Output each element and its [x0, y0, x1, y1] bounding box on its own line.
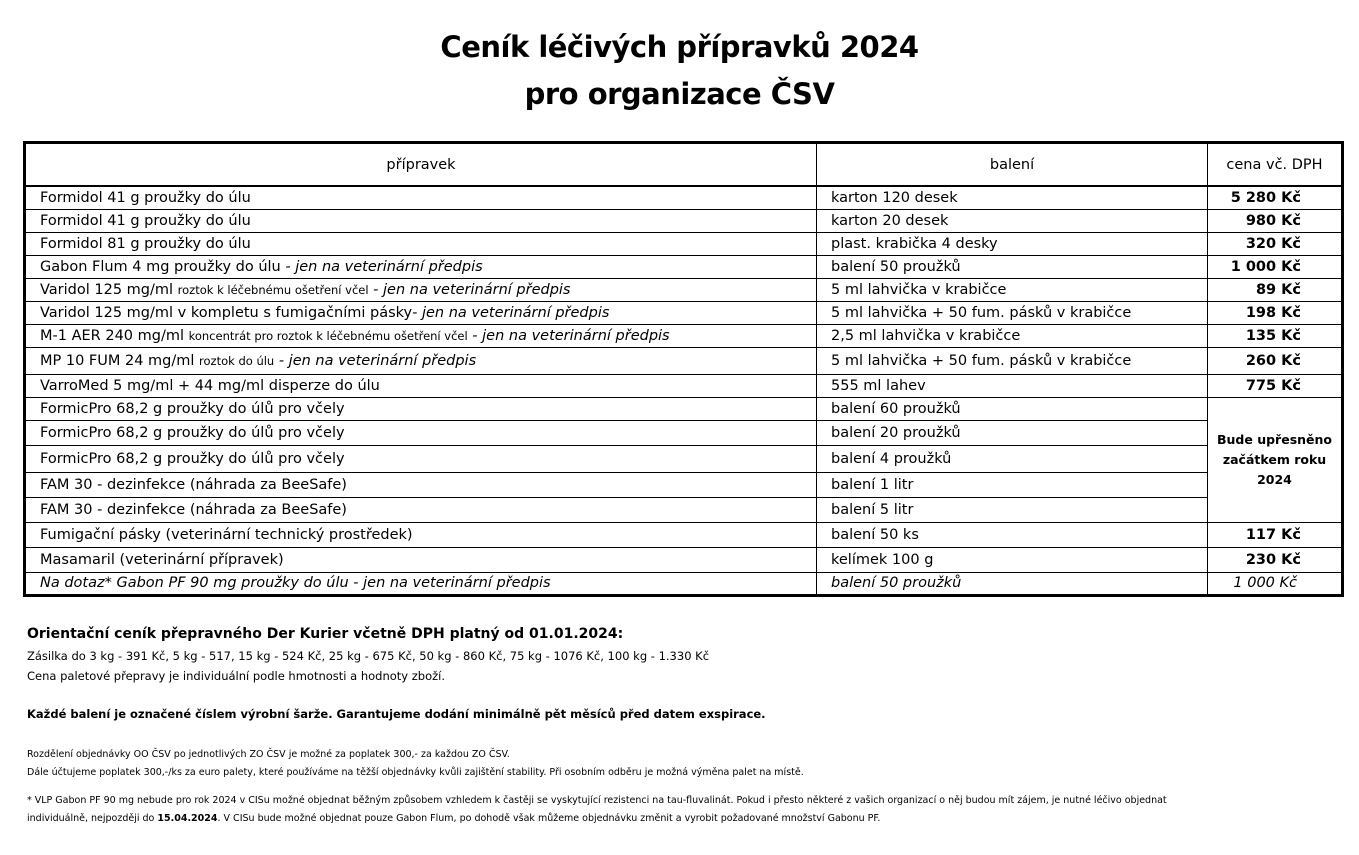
product-cell: FAM 30 - dezinfekce (náhrada za BeeSafe)	[25, 497, 817, 522]
page-title: Ceník léčivých přípravků 2024	[440, 30, 919, 64]
package-cell: balení 50 ks	[817, 522, 1208, 547]
product-cell: Varidol 125 mg/ml roztok k léčebnému ošetření včel - jen na veterinární předpis	[25, 278, 817, 301]
table-row	[25, 324, 1343, 347]
table-row-on-request	[25, 572, 1343, 595]
table-row	[25, 278, 1343, 301]
split-order-note: Rozdělení objednávky OO ČSV po jednotlivých ZO ČSV je možné za poplatek 300,- za každou ZO ČSV.	[27, 749, 510, 760]
price-tbd-cell: Bude upřesněno začátkem roku 2024	[1208, 397, 1343, 522]
table-row	[25, 397, 1343, 420]
price-table	[23, 141, 1344, 597]
price-cell: 117 Kč	[1208, 522, 1343, 547]
table-row	[25, 347, 1343, 374]
table-row	[25, 232, 1343, 255]
batch-guarantee: Každé balení je označené číslem výrobní šarže. Garantujeme dodání minimálně pět měsíců před datem exspirace.	[27, 707, 766, 721]
price-cell: 198 Kč	[1208, 301, 1343, 324]
table-row	[25, 420, 1343, 445]
deadline-date: 15.04.2024	[157, 813, 218, 824]
package-cell: balení 5 litr	[817, 497, 1208, 522]
package-cell: kelímek 100 g	[817, 547, 1208, 572]
product-cell: FormicPro 68,2 g proužky do úlů pro včely	[25, 445, 817, 472]
gabon-pf-note: * VLP Gabon PF 90 mg nebude pro rok 2024 v CISu možné objednat běžným způsobem vzhledem k častěji se vyskytující rezistenci na tau-fluvalinát. Pokud i přesto některé z vašich organizací o něj budou mít zájem, je nutné léčivo objednat	[27, 795, 1167, 806]
package-cell: 5 ml lahvička + 50 fum. pásků v krabičce	[817, 301, 1208, 324]
product-cell: M-1 AER 240 mg/ml koncentrát pro roztok k léčebnému ošetření včel - jen na veterinární předpis	[25, 324, 817, 347]
product-cell: Formidol 81 g proužky do úlu	[25, 232, 817, 255]
price-cell: 775 Kč	[1208, 374, 1343, 397]
header-package: balení	[817, 143, 1208, 187]
shipping-prices: Zásilka do 3 kg - 391 Kč, 5 kg - 517, 15 kg - 524 Kč, 25 kg - 675 Kč, 50 kg - 860 Kč, 75 kg - 1076 Kč, 100 kg - 1.330 Kč	[27, 649, 710, 663]
package-cell: plast. krabička 4 desky	[817, 232, 1208, 255]
product-cell: Gabon Flum 4 mg proužky do úlu - jen na veterinární předpis	[25, 255, 817, 278]
table-row	[25, 186, 1343, 209]
package-cell: balení 4 proužků	[817, 445, 1208, 472]
price-cell: 5 280 Kč	[1208, 186, 1343, 209]
product-cell: Fumigační pásky (veterinární technický prostředek)	[25, 522, 817, 547]
table-header-row	[25, 143, 1343, 187]
price-cell: 320 Kč	[1208, 232, 1343, 255]
package-cell: balení 1 litr	[817, 472, 1208, 497]
package-cell: balení 50 proužků	[817, 572, 1208, 595]
table-row	[25, 547, 1343, 572]
product-cell: Masamaril (veterinární přípravek)	[25, 547, 817, 572]
price-cell: 135 Kč	[1208, 324, 1343, 347]
package-cell: karton 120 desek	[817, 186, 1208, 209]
package-cell: karton 20 desek	[817, 209, 1208, 232]
table-row	[25, 472, 1343, 497]
product-cell: Varidol 125 mg/ml v kompletu s fumigačními pásky- jen na veterinární předpis	[25, 301, 817, 324]
product-cell: FAM 30 - dezinfekce (náhrada za BeeSafe)	[25, 472, 817, 497]
product-cell: MP 10 FUM 24 mg/ml roztok do úlu - jen na veterinární předpis	[25, 347, 817, 374]
table-row	[25, 209, 1343, 232]
pallet-fee-note: Dále účtujeme poplatek 300,-/ks za euro palety, které používáme na těžší objednávky kvůli zajištění stability. Při osobním odběru je možná výměna palet na místě.	[27, 767, 804, 778]
product-cell: VarroMed 5 mg/ml + 44 mg/ml disperze do úlu	[25, 374, 817, 397]
header-price: cena vč. DPH	[1208, 143, 1343, 187]
table-row	[25, 445, 1343, 472]
price-cell: 1 000 Kč	[1208, 255, 1343, 278]
package-cell: 2,5 ml lahvička v krabičce	[817, 324, 1208, 347]
pallet-note: Cena paletové přepravy je individuální podle hmotnosti a hodnoty zboží.	[27, 669, 446, 683]
table-row	[25, 374, 1343, 397]
price-cell: 89 Kč	[1208, 278, 1343, 301]
shipping-heading: Orientační ceník přepravného Der Kurier včetně DPH platný od 01.01.2024:	[27, 626, 624, 642]
price-cell: 980 Kč	[1208, 209, 1343, 232]
product-cell: Na dotaz* Gabon PF 90 mg proužky do úlu - jen na veterinární předpis	[25, 572, 817, 595]
table-row	[25, 522, 1343, 547]
package-cell: balení 60 proužků	[817, 397, 1208, 420]
table-row	[25, 255, 1343, 278]
product-cell: FormicPro 68,2 g proužky do úlů pro včely	[25, 420, 817, 445]
price-cell: 230 Kč	[1208, 547, 1343, 572]
package-cell: 5 ml lahvička v krabičce	[817, 278, 1208, 301]
package-cell: 555 ml lahev	[817, 374, 1208, 397]
package-cell: balení 50 proužků	[817, 255, 1208, 278]
price-cell: 1 000 Kč	[1233, 575, 1297, 591]
price-cell: 260 Kč	[1208, 347, 1343, 374]
product-cell: Formidol 41 g proužky do úlu	[25, 209, 817, 232]
table-row	[25, 301, 1343, 324]
product-cell: FormicPro 68,2 g proužky do úlů pro včely	[25, 397, 817, 420]
package-cell: 5 ml lahvička + 50 fum. pásků v krabičce	[817, 347, 1208, 374]
header-product: přípravek	[25, 143, 817, 187]
package-cell: balení 20 proužků	[817, 420, 1208, 445]
product-cell: Formidol 41 g proužky do úlu	[25, 186, 817, 209]
page-subtitle: pro organizace ČSV	[524, 77, 835, 111]
table-row	[25, 497, 1343, 522]
gabon-pf-note-cont: individuálně, nejpozději do 15.04.2024. V CISu bude možné objednat pouze Gabon Flum, po dohodě však můžeme objednávku změnit a vyrobit požadované množství Gabonu PF.	[27, 813, 881, 824]
